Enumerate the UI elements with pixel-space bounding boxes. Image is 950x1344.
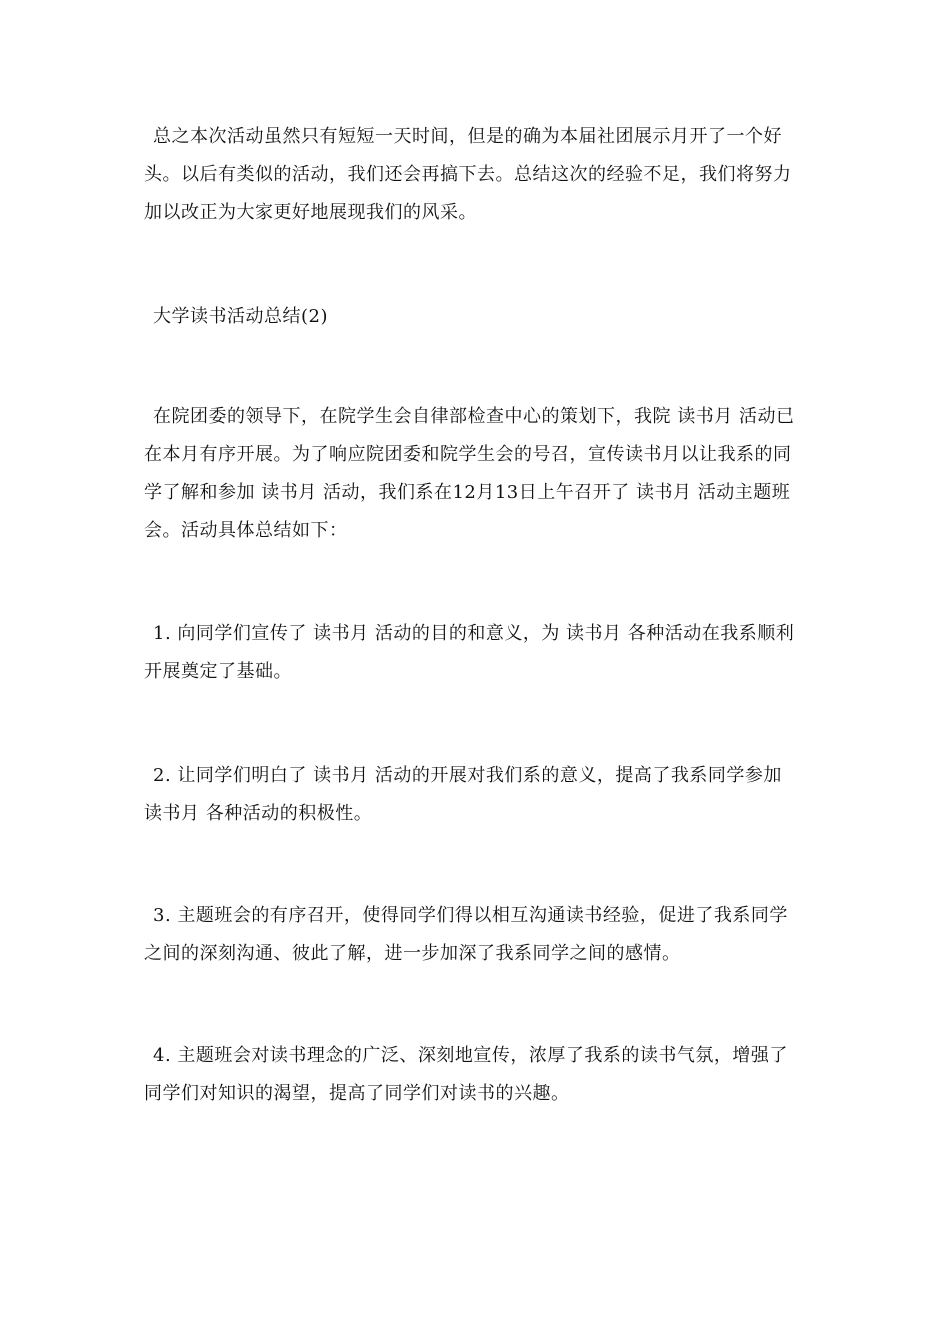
paragraph-conclusion: 总之本次活动虽然只有短短一天时间，但是的确为本届社团展示月开了一个好头。以后有类似的活动，我们还会再搞下去。总结这次的经验不足，我们将努力加以改正为大家更好地展现我们的风采。 bbox=[144, 126, 792, 223]
paragraph-intro: 在院团委的领导下，在院学生会自律部检查中心的策划下，我院 读书月 活动已在本月有序开展。为了响应院团委和院学生会的号召，宣传读书月以让我系的同学了解和参加 读书月 活动，我们系在12月13日上午召开了 读书月 活动主题班会。活动具体总结如下： bbox=[144, 406, 795, 541]
list-item-2: 2. 让同学们明白了 读书月 活动的开展对我们系的意义，提高了我系同学参加 读书月 各种活动的积极性。 bbox=[144, 765, 782, 824]
list-item-3: 3. 主题班会的有序召开，使得同学们得以相互沟通读书经验，促进了我系同学之间的深刻沟通、彼此了解，进一步加深了我系同学之间的感情。 bbox=[144, 905, 788, 964]
list-item-1: 1. 向同学们宣传了 读书月 活动的目的和意义，为 读书月 各种活动在我系顺利开展奠定了基础。 bbox=[144, 623, 795, 682]
list-item-4: 4. 主题班会对读书理念的广泛、深刻地宣传，浓厚了我系的读书气氛，增强了同学们对知识的渴望，提高了同学们对读书的兴趣。 bbox=[144, 1045, 788, 1104]
section-heading: 大学读书活动总结(2) bbox=[153, 306, 328, 327]
